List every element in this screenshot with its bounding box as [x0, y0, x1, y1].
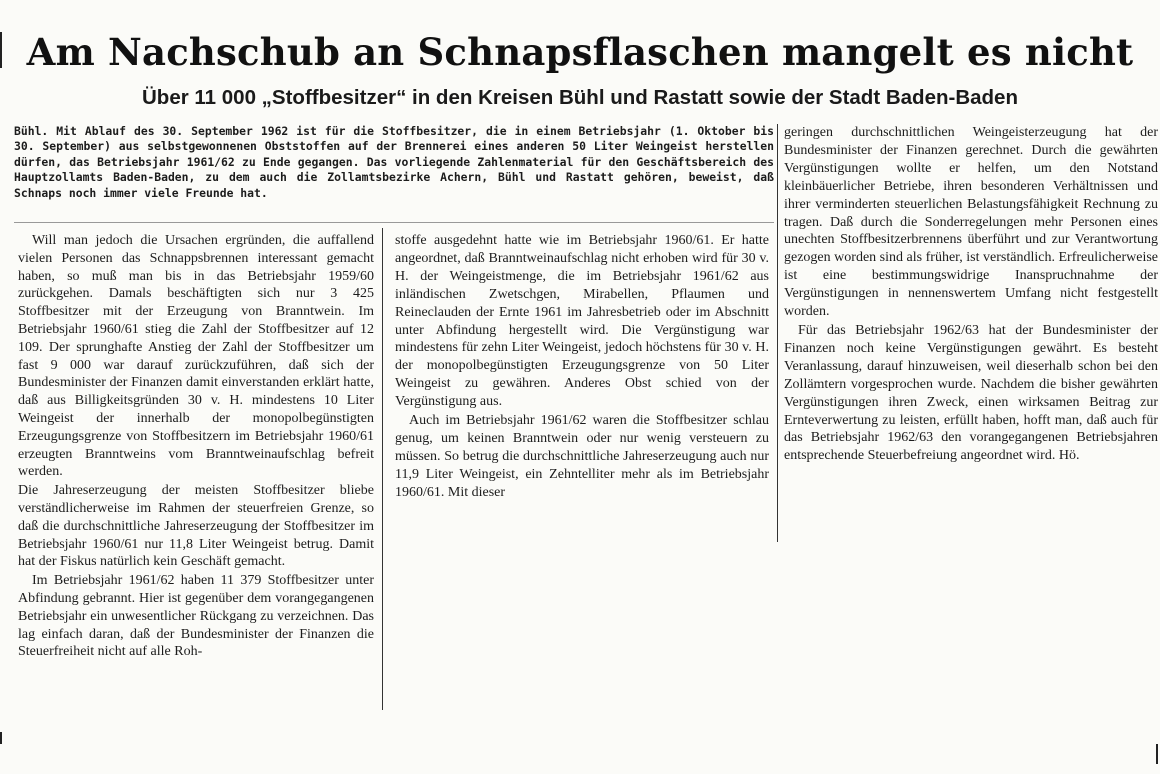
subheadline: Über 11 000 „Stoffbesitzer“ in den Kreisen Bühl und Rastatt sowie der Stadt Baden-Baden [142, 86, 1018, 109]
column-divider [777, 124, 778, 542]
paragraph: Im Betriebsjahr 1961/62 haben 11 379 Stoffbesitzer unter Abfindung gebrannt. Hier ist gegenüber dem vorangegangenen Betriebsjahr ein unwesentlicher Rückgang zu verzeichnen. Das lag einfach daran, daß der Bundesminister der Finanzen die Steuerfreiheit nicht auf alle Roh- [18, 573, 374, 660]
paragraph: Auch im Betriebsjahr 1961/62 waren die Stoffbesitzer schlau genug, um keinen Branntwein oder nur wenig versteuern zu müssen. So betrug die durchschnittliche Jahreserzeugung auch nur 11,9 Liter Weingeist, ein Zehntelliter mehr als im Betriebsjahr 1960/61. Mit dieser [395, 413, 769, 500]
paragraph: Für das Betriebsjahr 1962/63 hat der Bundesminister der Finanzen noch keine Vergünstigungen gewährt. Es besteht Veranlassung, darauf hinzuweisen, weil dieserhalb schon bei den Zollämtern vorgesprochen wurde. Nachdem die bisher gewährten Vergünstigungen ihren Zweck, einen wirksamen Beitrag zur Ernteverwertung zu leisten, erfüllt haben, hofft man, daß auch für das Betriebsjahr 1962/63 den vorangegangenen Betriebsjahren entsprechende Steuerbefreiung angeordnet wird. Hö. [784, 322, 1158, 464]
paragraph: stoffe ausgedehnt hatte wie im Betriebsjahr 1960/61. Er hatte angeordnet, daß Branntweinaufschlag nicht erhoben wird für 30 v. H. der Weingeistmenge, die im Betriebsjahr 1961/62 aus inländischen Zwetschgen, Mirabellen, Pflaumen und Reineclauden der Ernte 1961 im Jahresbetrieb oder im Abschnitt unter Abfindung hergestellt wird. Die Vergünstigung war mindestens für zehn Liter Weingeist, jedoch höchstens für 30 v. H. der monopolbegünstigten Erzeugungsgrenze von 50 Liter Weingeist zu gewähren. Anderes Obst schied von der Vergünstigung aus. [395, 233, 769, 410]
lead-paragraph: Bühl. Mit Ablauf des 30. September 1962 ist für die Stoffbesitzer, die in einem Betriebsjahr (1. Oktober bis 30. September) aus selbstgewonnenen Obststoffen auf der Brennerei eines anderen 50 Liter Weingeist herstellen dürfen, das Betriebsjahr 1961/62 zu Ende gegangen. Das vorliegende Zahlenmaterial für den Geschäftsbereich des Hauptzollamts Baden-Baden, zu dem auch die Zollamtsbezirke Achern, Bühl und Rastatt gehören, beweist, daß Schnaps noch immer viele Freunde hat. [14, 124, 774, 200]
column-divider [382, 228, 383, 710]
article-column-3 [784, 124, 1158, 465]
paragraph: Die Jahreserzeugung der meisten Stoffbesitzer bliebe verständlicherweise im Rahmen der steuerfreien Grenze, so daß die durchschnittliche Jahreserzeugung der Stoffbesitzer im Betriebsjahr 1960/61 nur 11,8 Liter Weingeist betrug. Damit hat der Fiskus natürlich kein Geschäft gemacht. [18, 483, 374, 570]
paragraph: Will man jedoch die Ursachen ergründen, die auffallend vielen Personen das Schnappsbrennen interessant gemacht haben, so muß man bis in das Betriebsjahr 1959/60 zurückgehen. Damals beschäftigten sich nur 3 425 Stoffbesitzer mit der Erzeugung von Branntwein. Im Betriebsjahr 1960/61 stieg die Zahl der Stoffbesitzer auf 12 109. Der sprunghafte Anstieg der Zahl der Stoffbesitzer um fast 9 000 war darauf zurückzuführen, daß sich der Bundesminister der Finanzen damit einverstanden erklärt hatte, daß aus Billigkeitsgründen 30 v. H. mindestens 10 Liter Weingeist der innerhalb der monopolbegünstigten Erzeugungsgrenze von Stoffbesitzern im Betriebsjahr 1960/61 erzeugten Branntweins vom Branntweinaufschlag befreit werden. [18, 233, 374, 480]
scan-edge-mark [1156, 744, 1158, 764]
paragraph: geringen durchschnittlichen Weingeisterzeugung hat der Bundesminister der Finanzen gerechnet. Durch die gewährten Vergünstigungen wollte er helfen, um den Notstand kleinbäuerlicher Betriebe, ihren besonderen Verhältnissen und ihrer verminderten steuerlichen Belastungsfähigkeit Rechnung zu tragen. Daß durch die Sonderregelungen mehr Personen eines unechten Stoffbesitzerbrennens überführt und zur Verantwortung gezogen worden sind als früher, ist verständlich. Erfreulicherweise ist eine bestimmungswidrige Inanspruchnahme der Vergünstigungen in nennenswertem Umfang nicht festgestellt worden. [784, 125, 1158, 320]
scan-edge-mark [0, 732, 2, 744]
lead-separator [14, 222, 774, 223]
article-column-1 [18, 232, 374, 661]
article-column-2 [395, 232, 769, 502]
headline: Am Nachschub an Schnapsflaschen mangelt es nicht [26, 30, 1134, 74]
